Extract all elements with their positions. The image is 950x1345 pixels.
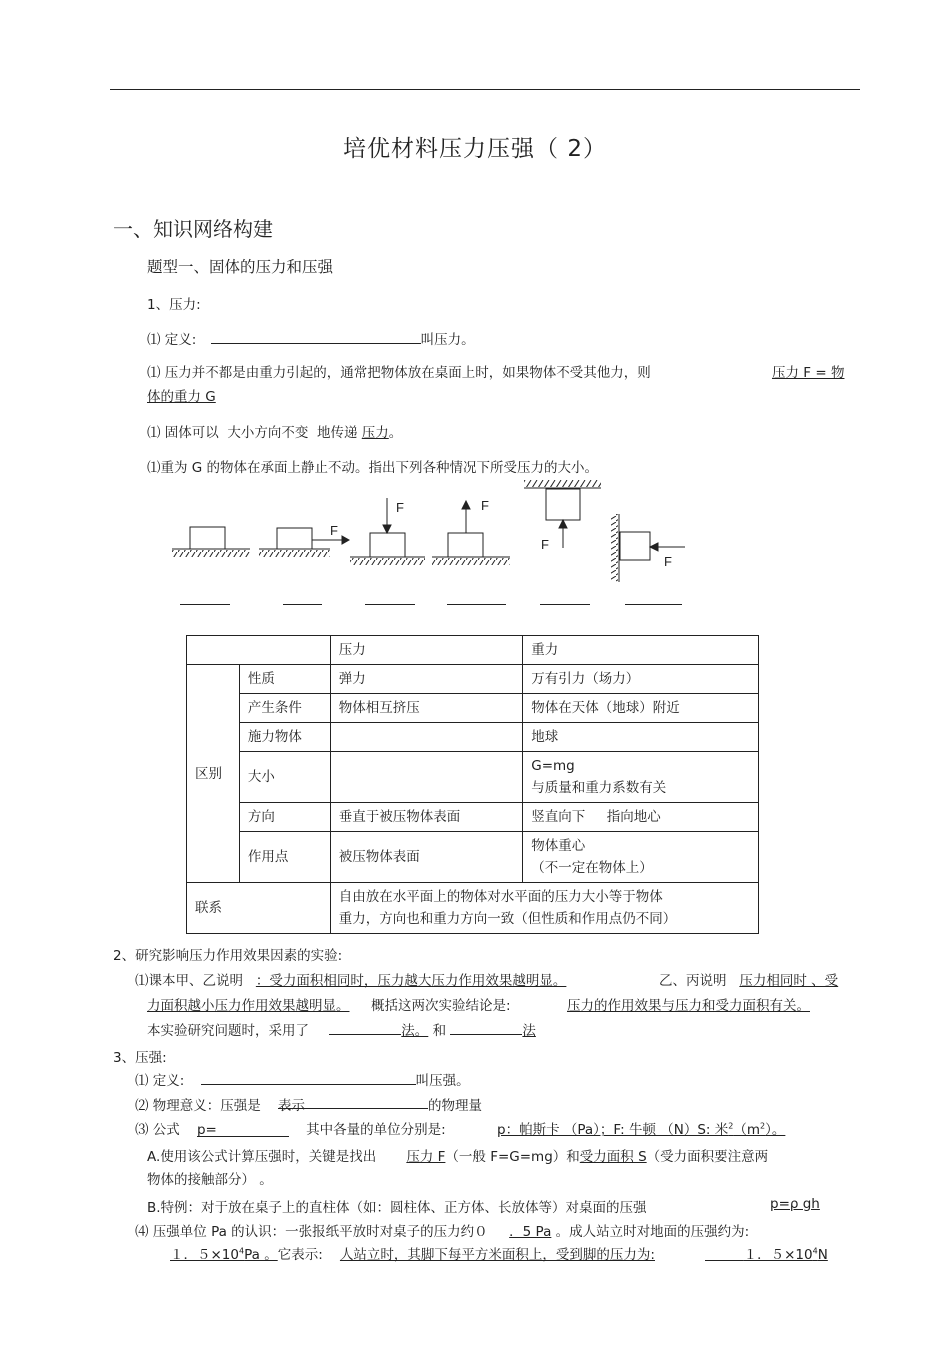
table-header-cell — [187, 636, 331, 665]
comparison-table — [186, 635, 759, 934]
item1-heading: 1、压力: — [147, 297, 201, 313]
a-answer1: 压力 F — [406, 1149, 446, 1165]
diagram-4 — [432, 498, 510, 565]
table-cell: 方向 — [239, 803, 330, 832]
l3-answer2: 法 — [522, 1023, 536, 1039]
header-rule — [110, 89, 860, 90]
item1-line3 — [147, 421, 402, 441]
answer-blank-5 — [540, 604, 590, 605]
table-row — [187, 832, 759, 883]
table-cell: 地球 — [523, 723, 759, 752]
table-row — [187, 723, 759, 752]
a-prefix: A.使用该公式计算压强时，关键是找出 — [147, 1149, 377, 1165]
item2-line2-answer2: 压力的作用效果与压力和受力面积有关。 — [567, 998, 810, 1014]
diagram-6 — [611, 514, 685, 582]
table-cell: 竖直向下 指向地心 — [523, 803, 759, 832]
relation-cell — [330, 883, 758, 934]
units-sup: 2 — [728, 1121, 734, 1131]
l2-answer1-wrap — [170, 1247, 278, 1263]
meaning-suffix: 的物理量 — [427, 1098, 482, 1114]
cell-line: 物体重心 — [531, 838, 586, 854]
answer-blank-1 — [180, 604, 230, 605]
section-heading: 一、知识网络构建 — [113, 217, 273, 241]
item2-heading: 2、研究影响压力作用效果因素的实验: — [113, 948, 343, 964]
item1-line4: ⑴重为 G 的物体在承面上静止不动。指出下列各种情况下所受压力的大小。 — [147, 460, 599, 476]
diagram-1 — [172, 527, 250, 557]
table-row — [187, 694, 759, 723]
l1-mid: 乙、丙说明 — [659, 973, 727, 989]
l2-answer: 力面积越小压力作用效果越明显。 — [147, 998, 350, 1014]
table-header-row — [187, 636, 759, 665]
item2-line1-right — [659, 969, 838, 989]
unit-prefix: ⑷ 压强单位 Pa 的认识：一张报纸平放时对桌子的压力约０ — [135, 1224, 488, 1240]
l3-blank2 — [450, 1020, 522, 1035]
item3-unit-line1 — [135, 1220, 749, 1240]
item1-line2b-answer: 体的重力 G — [147, 389, 216, 405]
cell-line: 重力，方向也和重力方向一致（但性质和作用点仍不同） — [338, 911, 677, 927]
force-label-4: F — [481, 498, 489, 513]
table-cell: 物体在天体（地球）附近 — [523, 694, 759, 723]
def-label: ⑴ 定义: — [147, 332, 197, 348]
a-mid: （一般 F=G=mg）和 — [445, 1149, 580, 1165]
formula-mid: 其中各量的单位分别是: — [306, 1122, 446, 1138]
def3-suffix: 叫压强。 — [415, 1073, 470, 1089]
diagram-2 — [259, 523, 349, 557]
table-cell: 垂直于被压物体表面 — [330, 803, 523, 832]
table-header-cell: 压力 — [330, 636, 523, 665]
a-suffix: （受力面积要注意两 — [646, 1149, 769, 1165]
line3-answer: 压力 — [361, 425, 389, 441]
item3-heading: 3、压强: — [113, 1050, 167, 1066]
l2-mid: 概括这两次实验结论是: — [370, 998, 511, 1014]
l2-answer1: １．５×10 — [170, 1247, 239, 1263]
def3-label: ⑴ 定义: — [135, 1073, 185, 1089]
item1-line2-answer: 压力 F = 物 — [772, 365, 845, 381]
table-cell: 产生条件 — [239, 694, 330, 723]
line3-mid2: 地传递 — [316, 425, 358, 441]
unit-suffix: 。成人站立时对地面的压强约为: — [555, 1224, 750, 1240]
table-cell — [523, 832, 759, 883]
l2-sup1: 4 — [239, 1246, 245, 1256]
table-cell: 物体相互挤压 — [330, 694, 523, 723]
subsection-heading: 题型一、固体的压力和压强 — [147, 258, 334, 276]
line3-mid1: 大小方向不变 — [227, 425, 309, 441]
item3-b-answer: p=ρ gh — [770, 1196, 820, 1212]
formula-units — [497, 1118, 785, 1138]
formula-prefix: ⑶ 公式 — [135, 1122, 180, 1138]
item1-definition — [147, 328, 475, 348]
force-label-5: F — [541, 537, 549, 552]
force-label-6: F — [664, 554, 672, 569]
def3-blank — [201, 1070, 416, 1085]
group-label: 区别 — [187, 665, 240, 883]
table-cell: 万有引力（场力） — [523, 665, 759, 694]
answer-blank-2 — [283, 604, 322, 605]
table-cell: 性质 — [239, 665, 330, 694]
item3-definition — [135, 1069, 470, 1089]
meaning-blank — [277, 1094, 428, 1114]
l2-answer3: １．５×10 — [743, 1247, 813, 1263]
item3-unit-line2 — [170, 1243, 655, 1263]
l3-blank1 — [329, 1020, 401, 1035]
l3-and: 和 — [432, 1023, 447, 1039]
table-cell — [330, 723, 523, 752]
table-cell — [330, 752, 523, 803]
table-row — [187, 803, 759, 832]
l2-answer2: 人站立时，其脚下每平方米面积上，受到脚的压力为: — [339, 1247, 655, 1263]
table-cell: 弹力 — [330, 665, 523, 694]
def-blank — [211, 329, 421, 344]
formula-p: p= — [196, 1122, 217, 1138]
answer-blank-4 — [447, 604, 506, 605]
meaning-answer: 表示 — [277, 1098, 305, 1114]
table-cell: 大小 — [239, 752, 330, 803]
line3-prefix: ⑴ 固体可以 — [147, 425, 219, 441]
item3-a-line2: 物体的接触部分） 。 — [147, 1172, 273, 1188]
table-cell: 作用点 — [239, 832, 330, 883]
relation-label: 联系 — [187, 883, 331, 934]
cell-line: 与质量和重力系数有关 — [531, 780, 667, 796]
units-text3: ）。 — [765, 1122, 786, 1138]
table-row — [187, 883, 759, 934]
units-text2: （m — [733, 1122, 761, 1138]
meaning-prefix: ⑵ 物理意义：压强是 — [135, 1098, 261, 1114]
diagram-3 — [350, 498, 425, 565]
item3-meaning — [135, 1094, 482, 1114]
item3-formula — [135, 1118, 446, 1138]
force-diagram — [160, 480, 720, 590]
l1-answer: ：受力面积相同时，压力越大压力作用效果越明显。 — [255, 973, 567, 989]
item3-a-line1 — [147, 1145, 768, 1165]
cell-line: G=mg — [531, 758, 575, 774]
table-cell: 施力物体 — [239, 723, 330, 752]
formula-blank — [197, 1122, 289, 1137]
item1-line2: ⑴ 压力并不都是由重力引起的，通常把物体放在桌面上时，如果物体不受其他力，则 — [147, 365, 651, 381]
table-cell — [523, 752, 759, 803]
units-sup2: 2 — [760, 1121, 766, 1131]
l1-prefix: ⑴课本甲、乙说明 — [135, 973, 243, 989]
answer-blank-6 — [625, 604, 682, 605]
force-label-2: F — [330, 523, 338, 538]
a-answer2: 受力面积 S — [579, 1149, 647, 1165]
table-cell: 被压物体表面 — [330, 832, 523, 883]
units-text: p：帕斯卡 （Pa）；F: 牛顿 （N）S: 米 — [497, 1122, 729, 1138]
l2-sup2: 4 — [812, 1246, 818, 1256]
l2-answer3b: N — [817, 1247, 828, 1263]
table-row — [187, 665, 759, 694]
unit-answer: ．5 Pa — [509, 1224, 552, 1240]
diagram-5 — [524, 480, 601, 552]
l1-answer2: 压力相同时 、受 — [739, 973, 839, 989]
def-suffix: 叫压力。 — [420, 332, 475, 348]
item2-line3 — [147, 1019, 536, 1039]
table-row — [187, 752, 759, 803]
cell-line: 自由放在水平面上的物体对水平面的压力大小等于物体 — [338, 889, 663, 905]
answer-blank-3 — [365, 604, 415, 605]
item2-line1 — [135, 969, 566, 989]
line3-end: 。 — [388, 425, 403, 441]
cell-line: （不一定在物体上） — [531, 860, 653, 876]
l2-mid3: 它表示: — [277, 1247, 323, 1263]
item3-unit-line2-right — [705, 1243, 828, 1263]
table-header-cell: 重力 — [523, 636, 759, 665]
l2-answer1b: Pa 。 — [244, 1247, 278, 1263]
l3-answer1: 法。 — [401, 1023, 429, 1039]
item2-line2 — [147, 994, 511, 1014]
item3-b-line: B.特例：对于放在桌子上的直柱体（如：圆柱体、正方体、长放体等）对桌面的压强 — [147, 1200, 647, 1216]
l3-prefix: 本实验研究问题时，采用了 — [147, 1023, 309, 1039]
force-label-3: F — [396, 500, 404, 515]
page-title: 培优材料压力压强（ 2） — [343, 136, 607, 162]
